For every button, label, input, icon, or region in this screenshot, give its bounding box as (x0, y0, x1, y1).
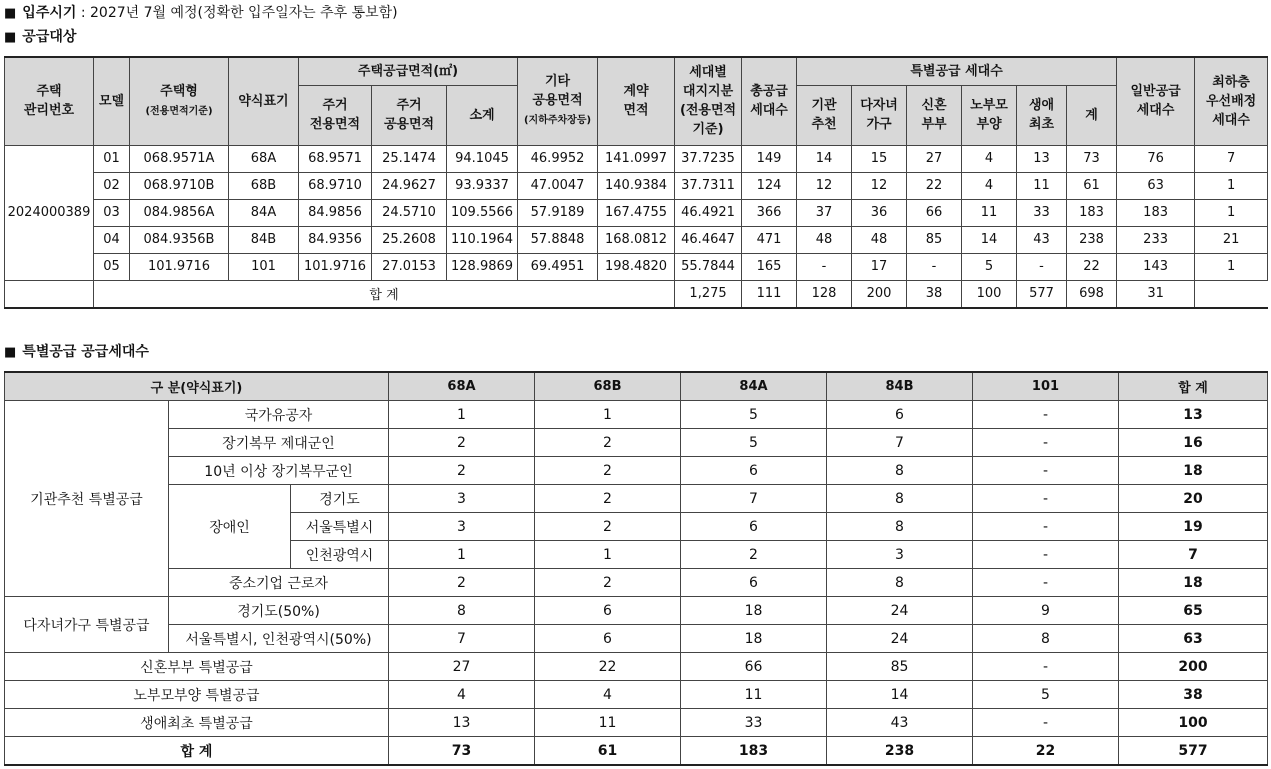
th2-101: 101 (973, 372, 1119, 401)
mgmt-number: 2024000389 (5, 145, 94, 280)
cell: 143 (1117, 253, 1195, 280)
cell: 5 (973, 681, 1119, 709)
cell: 6 (681, 457, 827, 485)
cell: 38 (907, 280, 962, 308)
cell: 128 (797, 280, 852, 308)
th-excl: 주거 전용면적 (299, 85, 372, 145)
row-label: 인천광역시 (291, 541, 389, 569)
cell: 6 (827, 401, 973, 429)
cell: 2 (389, 457, 535, 485)
row-total: 38 (1119, 681, 1268, 709)
cell: 69.4951 (518, 253, 598, 280)
row-total: 18 (1119, 457, 1268, 485)
cell: 7 (1195, 145, 1268, 172)
th-s2: 다자녀 가구 (852, 85, 907, 145)
supply-target-heading (4, 26, 76, 46)
table-row (5, 172, 1268, 199)
move-in-text: : 2027년 7월 예정(정확한 입주일자는 추후 통보함) (76, 5, 398, 21)
table-row (5, 253, 1268, 280)
cell: 3 (827, 541, 973, 569)
row-label: 서울특별시 (291, 513, 389, 541)
th2-total: 합 계 (1119, 372, 1268, 401)
table-row (5, 709, 1268, 737)
cell: 46.9952 (518, 145, 598, 172)
cell: 24.5710 (372, 199, 447, 226)
th-area: 주택공급면적(㎡) (299, 57, 518, 85)
th-subtotal: 소계 (447, 85, 518, 145)
cell: 03 (94, 199, 130, 226)
cell: 57.9189 (518, 199, 598, 226)
row-total: 65 (1119, 597, 1268, 625)
cell: 36 (852, 199, 907, 226)
cell: 128.9869 (447, 253, 518, 280)
cell: 1 (389, 401, 535, 429)
table-row (5, 429, 1268, 457)
th2-category: 구 분(약식표기) (5, 372, 389, 401)
cell: 238 (1067, 226, 1117, 253)
cell: 183 (1117, 199, 1195, 226)
special-supply-table (4, 371, 1268, 766)
cell: 2 (535, 457, 681, 485)
cell: 43 (1017, 226, 1067, 253)
row-label: 경기도 (291, 485, 389, 513)
cell: 109.5566 (447, 199, 518, 226)
row-total: 20 (1119, 485, 1268, 513)
cell: 25.1474 (372, 145, 447, 172)
cell: 66 (907, 199, 962, 226)
bullet-icon: ■ (4, 345, 17, 360)
th-general: 일반공급 세대수 (1117, 57, 1195, 145)
row-label: 10년 이상 장기복무군인 (169, 457, 389, 485)
cell: 11 (1017, 172, 1067, 199)
cell: 37.7235 (675, 145, 742, 172)
cell: - (973, 569, 1119, 597)
cell: 46.4647 (675, 226, 742, 253)
total-row (5, 737, 1268, 766)
th-s3: 신혼 부부 (907, 85, 962, 145)
cell: - (1017, 253, 1067, 280)
row-label: 신혼부부 특별공급 (5, 653, 389, 681)
cell: 1 (535, 401, 681, 429)
cell: 17 (852, 253, 907, 280)
th2-68b: 68B (535, 372, 681, 401)
cell: 01 (94, 145, 130, 172)
cell: 183 (681, 737, 827, 766)
cell: 101 (229, 253, 299, 280)
cell: 110.1964 (447, 226, 518, 253)
cell: - (973, 541, 1119, 569)
cell: 8 (827, 513, 973, 541)
cell: 55.7844 (675, 253, 742, 280)
th-other-common: 기타 공용면적 (지하주차장등) (518, 57, 598, 145)
supply-target-label: 공급대상 (22, 29, 77, 45)
cell: 1 (535, 541, 681, 569)
cell: 238 (827, 737, 973, 766)
th-common: 주거 공용면적 (372, 85, 447, 145)
th-s1: 기관 추천 (797, 85, 852, 145)
special-heading-label: 특별공급 공급세대수 (22, 344, 149, 360)
cell: - (973, 709, 1119, 737)
cell: - (907, 253, 962, 280)
cell: 68B (229, 172, 299, 199)
table-row (5, 485, 1268, 513)
table-row (5, 145, 1268, 172)
cell: 8 (827, 485, 973, 513)
cell: 3 (389, 513, 535, 541)
cell: 165 (742, 253, 797, 280)
table-row (5, 401, 1268, 429)
cell: 21 (1195, 226, 1268, 253)
cell: 100 (962, 280, 1017, 308)
cell: 37 (797, 199, 852, 226)
group-disabled: 장애인 (169, 485, 291, 569)
cell: 2 (535, 513, 681, 541)
table-row (5, 653, 1268, 681)
row-label: 중소기업 근로자 (169, 569, 389, 597)
cell: 101.9716 (299, 253, 372, 280)
cell: 6 (535, 597, 681, 625)
cell: 47.0047 (518, 172, 598, 199)
cell: 22 (907, 172, 962, 199)
cell: 13 (1017, 145, 1067, 172)
table-row (5, 625, 1268, 653)
row-total: 100 (1119, 709, 1268, 737)
cell: 57.8848 (518, 226, 598, 253)
cell: 25.2608 (372, 226, 447, 253)
row-label: 생애최초 특별공급 (5, 709, 389, 737)
cell: 4 (535, 681, 681, 709)
cell: 3 (389, 485, 535, 513)
cell: 1 (389, 541, 535, 569)
cell: 18 (681, 597, 827, 625)
cell: 61 (1067, 172, 1117, 199)
cell: 24.9627 (372, 172, 447, 199)
cell: 6 (681, 513, 827, 541)
cell: 33 (1017, 199, 1067, 226)
cell: 24 (827, 597, 973, 625)
cell: 66 (681, 653, 827, 681)
table-row (5, 199, 1268, 226)
cell: 2 (389, 569, 535, 597)
cell: 5 (681, 401, 827, 429)
th-lowest: 최하층 우선배정 세대수 (1195, 57, 1268, 145)
th-contract: 계약 면적 (598, 57, 675, 145)
row-label: 국가유공자 (169, 401, 389, 429)
cell: 22 (973, 737, 1119, 766)
cell: 63 (1117, 172, 1195, 199)
cell: 84.9856 (299, 199, 372, 226)
bullet-icon: ■ (4, 6, 17, 21)
row-total: 13 (1119, 401, 1268, 429)
cell: 577 (1119, 737, 1268, 766)
cell: 233 (1117, 226, 1195, 253)
cell: - (973, 653, 1119, 681)
bullet-icon: ■ (4, 30, 17, 45)
cell: - (973, 401, 1119, 429)
cell: 33 (681, 709, 827, 737)
table-row (5, 597, 1268, 625)
blank-cell (5, 280, 94, 308)
cell: 200 (852, 280, 907, 308)
cell: 068.9571A (130, 145, 229, 172)
cell: 4 (962, 172, 1017, 199)
cell: - (973, 457, 1119, 485)
cell: 22 (1067, 253, 1117, 280)
th2-84a: 84A (681, 372, 827, 401)
cell: 76 (1117, 145, 1195, 172)
group-institution: 기관추천 특별공급 (5, 401, 169, 597)
cell: 2 (681, 541, 827, 569)
cell: 7 (681, 485, 827, 513)
row-total: 16 (1119, 429, 1268, 457)
cell: 140.9384 (598, 172, 675, 199)
cell: 24 (827, 625, 973, 653)
cell: 084.9356B (130, 226, 229, 253)
special-heading (4, 341, 149, 361)
th-mgmt-no: 주택 관리번호 (5, 57, 94, 145)
cell: 11 (962, 199, 1017, 226)
cell: 698 (1067, 280, 1117, 308)
cell: 02 (94, 172, 130, 199)
table-row (5, 226, 1268, 253)
cell: 6 (681, 569, 827, 597)
cell: 04 (94, 226, 130, 253)
cell: 1 (1195, 172, 1268, 199)
cell: 141.0997 (598, 145, 675, 172)
cell: 27.0153 (372, 253, 447, 280)
cell: 43 (827, 709, 973, 737)
cell: 124 (742, 172, 797, 199)
total-label: 합 계 (5, 737, 389, 766)
cell: 2 (535, 569, 681, 597)
row-total: 18 (1119, 569, 1268, 597)
cell: 68.9710 (299, 172, 372, 199)
cell: 1 (1195, 253, 1268, 280)
move-in-label: 입주시기 (22, 5, 77, 21)
cell: 73 (1067, 145, 1117, 172)
cell: 2 (389, 429, 535, 457)
cell: 101.9716 (130, 253, 229, 280)
table-row (5, 457, 1268, 485)
cell: 2 (535, 429, 681, 457)
th-type: 주택형 (전용면적기준) (130, 57, 229, 145)
cell: 11 (681, 681, 827, 709)
cell: 8 (827, 569, 973, 597)
cell: 111 (742, 280, 797, 308)
cell: 183 (1067, 199, 1117, 226)
cell: 84B (229, 226, 299, 253)
row-label: 경기도(50%) (169, 597, 389, 625)
cell: 4 (389, 681, 535, 709)
cell: 5 (681, 429, 827, 457)
cell: 94.1045 (447, 145, 518, 172)
cell: 84.9356 (299, 226, 372, 253)
cell: 11 (535, 709, 681, 737)
cell: 12 (797, 172, 852, 199)
cell: 46.4921 (675, 199, 742, 226)
cell: 68.9571 (299, 145, 372, 172)
cell: 8 (389, 597, 535, 625)
cell: 31 (1117, 280, 1195, 308)
move-in-line (4, 2, 398, 22)
cell: 068.9710B (130, 172, 229, 199)
cell: 12 (852, 172, 907, 199)
cell: 471 (742, 226, 797, 253)
total-row (5, 280, 1268, 308)
row-total: 200 (1119, 653, 1268, 681)
th-model: 모델 (94, 57, 130, 145)
group-multichild: 다자녀가구 특별공급 (5, 597, 169, 653)
cell: 48 (852, 226, 907, 253)
cell: 85 (827, 653, 973, 681)
table-row (5, 681, 1268, 709)
th2-68a: 68A (389, 372, 535, 401)
row-label: 서울특별시, 인천광역시(50%) (169, 625, 389, 653)
th-land-share: 세대별 대지지분 (전용면적 기준) (675, 57, 742, 145)
cell: 85 (907, 226, 962, 253)
cell: - (797, 253, 852, 280)
cell: 27 (907, 145, 962, 172)
th-abbr: 약식표기 (229, 57, 299, 145)
cell: 13 (389, 709, 535, 737)
th2-84b: 84B (827, 372, 973, 401)
cell: 7 (827, 429, 973, 457)
cell: 18 (681, 625, 827, 653)
row-total: 63 (1119, 625, 1268, 653)
cell: 8 (973, 625, 1119, 653)
cell: 22 (535, 653, 681, 681)
cell: 61 (535, 737, 681, 766)
th-total-supply: 총공급 세대수 (742, 57, 797, 145)
cell: 14 (962, 226, 1017, 253)
row-total: 7 (1119, 541, 1268, 569)
cell: 2 (535, 485, 681, 513)
cell: 4 (962, 145, 1017, 172)
cell: 577 (1017, 280, 1067, 308)
cell: 7 (389, 625, 535, 653)
cell: 14 (797, 145, 852, 172)
total-label: 합 계 (94, 280, 675, 308)
cell: 37.7311 (675, 172, 742, 199)
cell: - (973, 485, 1119, 513)
th-s6: 계 (1067, 85, 1117, 145)
cell: 84A (229, 199, 299, 226)
cell: 68A (229, 145, 299, 172)
supply-target-table (4, 56, 1268, 309)
cell: 48 (797, 226, 852, 253)
cell: 6 (535, 625, 681, 653)
row-label: 노부모부양 특별공급 (5, 681, 389, 709)
th-special: 특별공급 세대수 (797, 57, 1117, 85)
cell: 1,275 (675, 280, 742, 308)
th-s4: 노부모 부양 (962, 85, 1017, 145)
cell: 05 (94, 253, 130, 280)
cell: 1 (1195, 199, 1268, 226)
cell: 73 (389, 737, 535, 766)
cell: 8 (827, 457, 973, 485)
cell: - (973, 429, 1119, 457)
cell: 15 (852, 145, 907, 172)
cell: - (973, 513, 1119, 541)
table-row (5, 569, 1268, 597)
cell: 366 (742, 199, 797, 226)
cell: 5 (962, 253, 1017, 280)
cell: 9 (973, 597, 1119, 625)
cell: 084.9856A (130, 199, 229, 226)
th-s5: 생애 최초 (1017, 85, 1067, 145)
row-label: 장기복무 제대군인 (169, 429, 389, 457)
row-total: 19 (1119, 513, 1268, 541)
cell: 149 (742, 145, 797, 172)
cell: 168.0812 (598, 226, 675, 253)
cell: 14 (827, 681, 973, 709)
cell: 93.9337 (447, 172, 518, 199)
cell: 27 (389, 653, 535, 681)
cell: 198.4820 (598, 253, 675, 280)
cell: 167.4755 (598, 199, 675, 226)
